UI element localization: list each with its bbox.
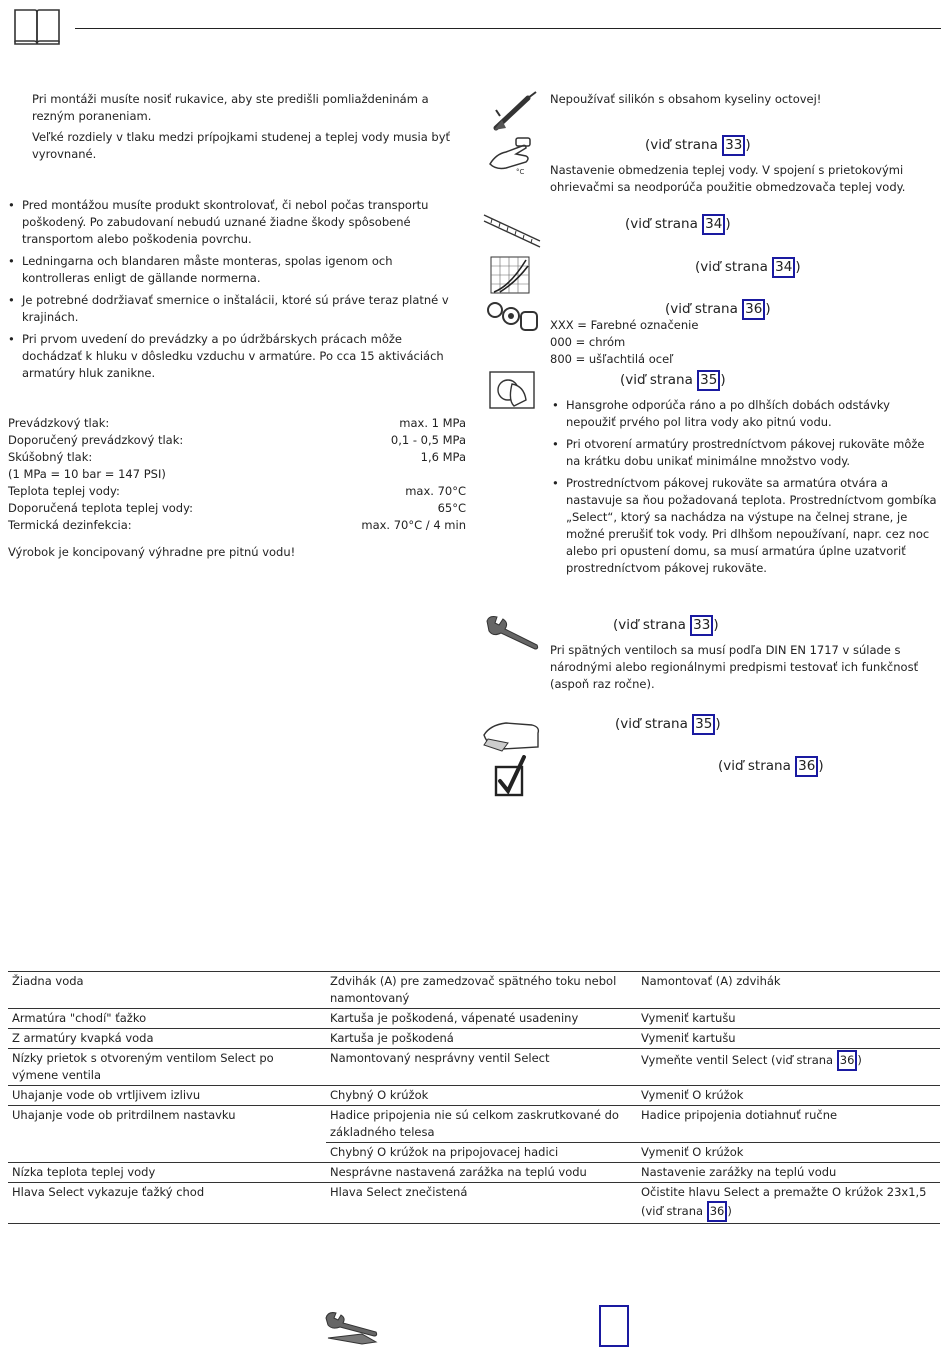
page-link[interactable]: 36 xyxy=(795,756,818,777)
tech-row: Doporučený prevádzkový tlak: 0,1 - 0,5 MPa xyxy=(8,433,466,447)
list-item: • Pred montážou musíte produkt skontrolovať, či nebol počas transportu poškodený. Po zabudovaní nebudú uznané žiadne škody spôsobené transportom alebo poškodenia povrchu. xyxy=(8,197,458,248)
list-item: • Prostredníctvom pákovej rukoväte sa armatúra otvára a nastavuje sa ňou požadovaná teplota. Prostredníctvom gombíka „Select“, ktorý sa nachádza na výstupe na čelnej strane, je možné prerušiť tok vody. Pri dlhšom nepoužívaní, napr. cez noc alebo pri opustení domu, sa musí armatúra úplne uzatvoriť prostredníctvom pákovej rukoväte. xyxy=(552,475,940,577)
tech-row: Skúšobný tlak: 1,6 MPa xyxy=(8,450,466,464)
tech-row: Termická dezinfekcia: max. 70°C / 4 min xyxy=(8,518,466,532)
drinking-water-note: Výrobok je koncipovaný výhradne pre pitnú vodu! xyxy=(8,545,296,559)
silicone-warning: Nepoužívať silikón s obsahom kyseliny octovej! xyxy=(550,92,822,106)
page-number-box xyxy=(599,1305,629,1347)
list-item: • Ledningarna och blandaren måste monteras, spolas igenom och kontrolleras enligt de gällande normerna. xyxy=(8,253,458,287)
table-row: Uhajanje vode ob pritrdilnem nastavku Hadice pripojenia nie sú celkom zaskrutkované do základného telesa Hadice pripojenia dotiahnuť ručne xyxy=(8,1106,940,1143)
page-link[interactable]: 33 xyxy=(722,135,745,156)
page-ref: (viď strana 35 ) xyxy=(620,370,726,391)
list-item: • Pri otvorení armatúry prostredníctvom pákovej rukoväte môže na krátku dobu unikať minimálne množstvo vody. xyxy=(552,436,940,470)
page-link[interactable]: 35 xyxy=(692,714,715,735)
temperature-limiter-note: Nastavenie obmedzenia teplej vody. V spojení s prietokovými ohrievačmi sa neodporúča použitie obmedzovača teplej vody. xyxy=(550,163,906,194)
page-link[interactable]: 36 xyxy=(837,1050,858,1071)
page-ref: (viď strana 36 ) xyxy=(718,756,824,777)
troubleshooting-table xyxy=(8,971,940,1224)
checkbox-icon xyxy=(494,755,528,797)
list-item: • Je potrebné dodržiavať smernice o inštalácii, ktoré sú práve teraz platné v krajinách. xyxy=(8,292,458,326)
table-row: Uhajanje vode ob vrtljivem izlivu Chybný O krúžok Vymeniť O krúžok xyxy=(8,1086,940,1106)
table-row: Nízky prietok s otvoreným ventilom Select po výmene ventila Namontovaný nesprávny ventil Select Vymeňte ventil Select (viď strana 36 ) xyxy=(8,1049,940,1086)
page-ref: (viď strana 33 ) xyxy=(613,615,719,636)
tech-data xyxy=(8,415,466,534)
operation-notes xyxy=(552,397,940,582)
page-link[interactable]: 36 xyxy=(707,1201,728,1222)
svg-text:°C: °C xyxy=(516,168,525,176)
page-link[interactable]: 35 xyxy=(697,370,720,391)
page-link[interactable]: 33 xyxy=(690,615,713,636)
caulking-gun-icon xyxy=(488,90,540,134)
hot-water-hand-icon xyxy=(486,134,542,176)
page-ref: (viď strana 36 ) xyxy=(665,299,771,320)
page-ref: (viď strana 35 ) xyxy=(615,714,721,735)
tech-row: Prevádzkový tlak: max. 1 MPa xyxy=(8,416,466,430)
table-row: Chybný O krúžok na pripojovacej hadici Vymeniť O krúžok xyxy=(8,1143,940,1163)
cleaning-hand-icon xyxy=(482,713,542,753)
table-row: Armatúra "chodí" ťažko Kartuša je poškodená, vápenaté usadeniny Vymeniť kartušu xyxy=(8,1009,940,1029)
table-row: Nízka teplota teplej vody Nesprávne nastavená zarážka na teplú vodu Nastavenie zarážky na teplú vodu xyxy=(8,1163,940,1183)
table-row: Z armatúry kvapká voda Kartuša je poškodená Vymeniť kartušu xyxy=(8,1029,940,1049)
install-notes xyxy=(8,197,458,387)
spare-parts-icon xyxy=(485,298,541,338)
page-link[interactable]: 34 xyxy=(702,214,725,235)
flow-chart-icon xyxy=(490,256,530,294)
list-item: • Hansgrohe odporúča ráno a po dlhších dobách odstávky nepoužiť prvého pol litra vody ako pitnú vodu. xyxy=(552,397,940,431)
page-link[interactable]: 34 xyxy=(772,257,795,278)
tech-row: Teplota teplej vody: max. 70°C xyxy=(8,484,466,498)
page-link[interactable]: 36 xyxy=(742,299,765,320)
wrench-icon xyxy=(483,613,541,653)
maintenance-note: Pri spätných ventiloch sa musí podľa DIN EN 1717 v súlade s národnými alebo regionálnymi predpismi testovať ich funkčnosť (aspoň raz ročne). xyxy=(550,643,919,691)
table-row: Žiadna voda Zdvihák (A) pre zamedzovač spätného toku nebol namontovaný Namontovať (A) zdvihák xyxy=(8,972,940,1009)
header-rule xyxy=(75,28,941,29)
page-ref: (viď strana 34 ) xyxy=(695,257,801,278)
safety-pressure: Veľké rozdiely v tlaku medzi prípojkami studenej a teplej vody musia byť vyrovnané. xyxy=(32,130,451,161)
book-icon xyxy=(12,6,62,46)
page-ref: (viď strana 33 ) xyxy=(645,135,751,156)
safety-gloves: Pri montáži musíte nosiť rukavice, aby ste predišli pomliaždeninám a rezným poraneniam. xyxy=(32,92,429,123)
list-item: • Pri prvom uvedení do prevádzky a po údržbárskych prácach môže dochádzať k hluku v dôsledku vzduchu v armatúre. Po cca 15 aktiváciách armatúry hluk zanikne. xyxy=(8,331,458,382)
finish-codes: XXX = Farebné označenie 000 = chróm 800 = ušľachtilá oceľ xyxy=(550,318,699,366)
wrench-screwdriver-icon xyxy=(322,1308,380,1348)
tech-row: Doporučená teplota teplej vody: 65°C xyxy=(8,501,466,515)
ruler-icon xyxy=(482,213,542,251)
safety-notes xyxy=(32,91,462,163)
handle-operation-icon xyxy=(486,370,538,410)
table-row: Hlava Select vykazuje ťažký chod Hlava Select znečistená Očistite hlavu Select a premažte O krúžok 23x1,5 (viď strana 36 ) xyxy=(8,1183,940,1224)
tech-row: (1 MPa = 10 bar = 147 PSI) xyxy=(8,467,166,481)
page-ref: (viď strana 34 ) xyxy=(625,214,731,235)
